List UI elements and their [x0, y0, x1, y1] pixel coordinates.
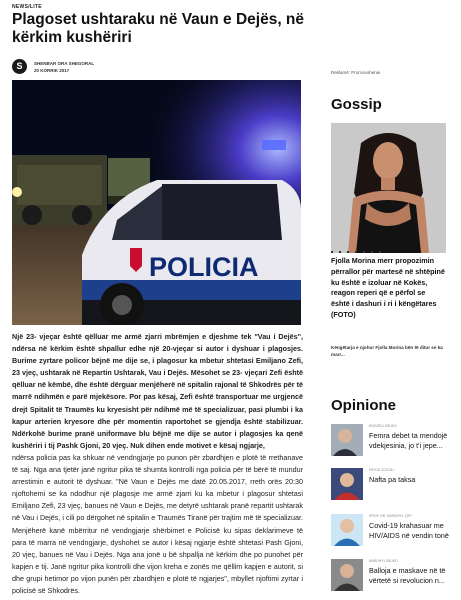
opinion-author[interactable]: PROF. DR. BARDHYL ÇIPI — [369, 514, 412, 518]
opinion-author[interactable]: ENGJËLL BEJKO — [369, 424, 397, 428]
carousel-dot[interactable] — [371, 251, 373, 253]
hero-police-text: POLICIA — [149, 252, 259, 282]
opinion-author-photo[interactable] — [331, 424, 363, 456]
opinion-title[interactable]: Covid-19 krahasuar me HIV/AIDS në vendin tonë — [369, 521, 449, 540]
opinion-item[interactable] — [331, 514, 451, 554]
opinion-title[interactable]: Nafta pa taksa — [369, 475, 416, 484]
gossip-headline[interactable]: Fjolla Morina merr propozimin përrallor për martesë në shtëpinë ku është e izoluar në Kokës, reagon reperi që e përfol se është i dashuri i ri i këngëtares (FOTO) — [331, 256, 445, 319]
gossip-carousel-dots[interactable] — [331, 251, 446, 255]
gossip-image[interactable] — [331, 123, 446, 253]
carousel-dot[interactable] — [347, 251, 349, 253]
opinion-title[interactable]: Femra debet ta mendojë vdekjesinia, jo t'i jepe... — [369, 431, 448, 450]
opinion-item[interactable] — [331, 468, 451, 504]
opinion-title[interactable]: Balloja e maskave në të vërtetë si revolucion n... — [369, 566, 446, 585]
article-date: 20 KORRIK 2017 — [34, 68, 70, 73]
opinione-heading[interactable]: Opinione — [331, 397, 396, 414]
opinion-author-photo[interactable] — [331, 514, 363, 546]
carousel-dot[interactable] — [331, 251, 333, 253]
article-category[interactable]: NEWS/LITE — [12, 4, 42, 10]
article-paragraph-1: Një 23- vjeçar është qëlluar me armë zjarri mbrëmjen e djeshme tek "Vau i Dejës", ndërsa në kërkim është shpallur edhe një 20-vjeçar si autor i dyshuar i plagosjes. Burime zyrtare policor bëjnë me dije se, i plagosur ka mbetur shtetasi Emiljano Zefi, 23 vjeç, ushtarak në Repartin Ushtarak, Vau i Dejës. Mësohet se 23- vjeçari Zefi është qëlluar në këmbë, dhe është dërguar menjëherë në spitalin rajonal të Shkodrës për të marrë ndihmën e parë mjekësore. Por pas kësaj, Zefi është transportuar me urgjencë drejt Spitalit të Traumës ku kryesisht për ndihmë më të specializuar, pasi plumbi i ka kapur arterien kryesore dhe për momentin raportohet se gjendja është stabilizuar. Ndërkohë burime pranë uniformave blu bëjnë me dije se autor i plagosjes ka qenë kushëriri i tij Pashk Gjoni, 20 vjeç. Nuk dihen ende motivet e kësaj ngjarje, — [12, 332, 303, 450]
carousel-dot[interactable] — [339, 251, 341, 253]
article-paragraph-2: ndërsa policia pas ka shkuar në vendngjarje po punon për zbardhjen e plotë të rrethanave të saj. Nga ana tjetër janë ngritur pika të shumta kontrolli nga policia për të bërë të mundur arrestimin e autorit të dyshuar. "Në Vaun e Dejës me datë 20.05.2017, rreth orës 20:30 njoftohemi se ka ndodhur një plagosje me armë zjarri ku ka mbetur i plagosur shtetasi Emiljano Zefi, 23 vjeç, banues në Vaun e Dejës, me detyrë ushtarak pranë repartit ushtarak në Vau i Dejës, i cili po dërgohet në spitalin e Traumës Tiranë për trajtim më të specializuar. Menjëherë kanë mbërritur në vendngjarje shërbimet e Policisë ku sipas deklarimeve të para të marra në vendngjarje, dyshohet se autor i kësaj ngjarje është shtetasi Pash Gjoni, 20 vjeç, banues në Vau i Dejës. Nga ana jonë u bë shpallja në kërkim dhe po punohet për kapjen e tij. Janë ngritur pika kontrolli dhe vijon kreha e zonës me qëllim kapjen e autorit, si dhe grupi hetimor po vijon punën për zbardhjen e plotë të ngjarjes", mbyllet njoftimi zyrtar i policisë së Shkodrës. — [12, 452, 303, 595]
gossip-excerpt: Këngëtarja e njohur Fjolla Morina bën të ditur se ka marr... — [331, 345, 443, 357]
carousel-dot[interactable] — [355, 251, 357, 253]
hero-image — [12, 80, 301, 325]
carousel-dot[interactable] — [363, 251, 365, 253]
opinion-item[interactable] — [331, 559, 451, 599]
article-title: Plagoset ushtaraku në Vaun e Dejës, në kërkim kushëriri — [12, 11, 305, 46]
opinion-author-photo[interactable] — [331, 468, 363, 500]
gossip-heading[interactable]: Gossip — [331, 96, 382, 113]
ad-label: Reklamë: Promovohenie — [331, 70, 381, 75]
opinion-item[interactable] — [331, 424, 451, 460]
article-body — [12, 331, 303, 597]
opinion-author[interactable]: BARDHYL BEJKO — [369, 559, 398, 563]
opinion-author[interactable]: FATOS ZOGOLI — [369, 468, 395, 472]
carousel-dot[interactable] — [379, 251, 381, 253]
author-avatar[interactable]: S — [12, 59, 27, 74]
opinion-author-photo[interactable] — [331, 559, 363, 591]
author-name[interactable]: SHENBAR ORA SHEGORAL — [34, 61, 95, 66]
